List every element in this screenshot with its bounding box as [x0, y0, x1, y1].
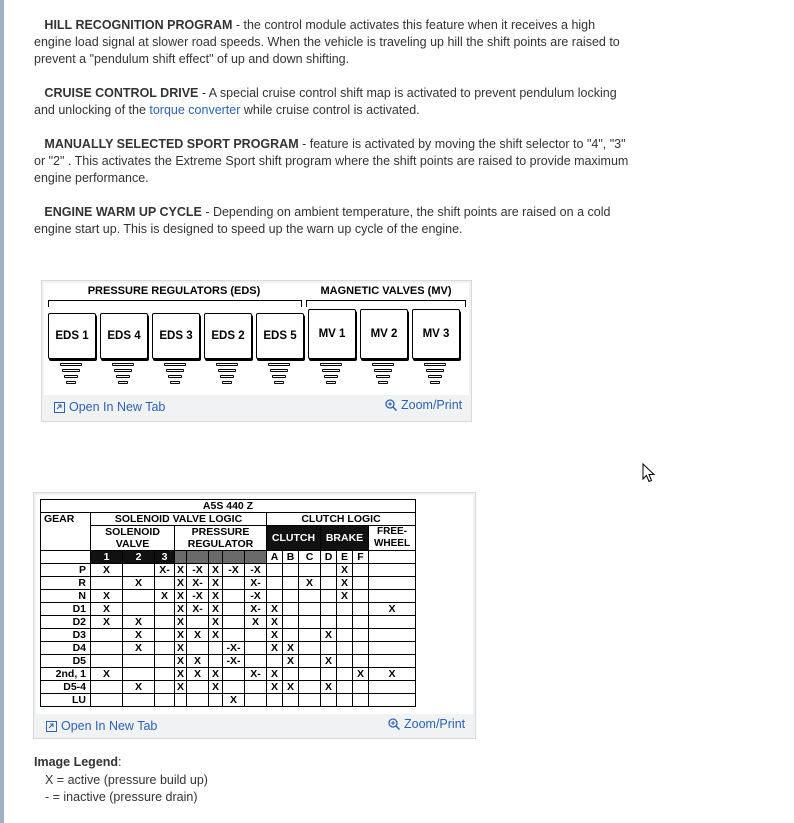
freewheel-col [369, 551, 416, 564]
legend-colon: : [118, 755, 122, 769]
logic-cell: X [209, 577, 223, 590]
logic-cell: X [267, 681, 283, 694]
logic-cell: X [175, 603, 187, 616]
logic-cell: X [223, 694, 245, 707]
logic-cell [123, 590, 155, 603]
logic-cell [155, 577, 175, 590]
zoom-icon [385, 399, 397, 411]
logic-cell [299, 564, 321, 577]
pressure-num-cell [175, 551, 187, 564]
logic-cell [283, 694, 299, 707]
zoom-print-label[interactable]: Zoom/Print [401, 398, 463, 412]
logic-cell [299, 603, 321, 616]
paragraph-hill-recognition [34, 17, 634, 68]
logic-cell: X [283, 655, 299, 668]
figure-card-table [33, 492, 476, 739]
logic-cell: -X [187, 564, 209, 577]
logic-cell: X [245, 616, 267, 629]
logic-cell: -X- [223, 642, 245, 655]
paragraph-text: - A special cruise control shift map is activated to prevent pendulum locking and unlocking of the [34, 86, 617, 117]
logic-cell [245, 694, 267, 707]
logic-cell: X [91, 564, 123, 577]
logic-cell [321, 590, 337, 603]
logic-cell: X [209, 629, 223, 642]
mv-group-label: MAGNETIC VALVES (MV) [320, 285, 452, 297]
open-in-new-tab-link[interactable] [54, 400, 165, 414]
logic-cell: X [209, 603, 223, 616]
logic-cell [123, 564, 155, 577]
logic-cell [155, 616, 175, 629]
logic-cell [337, 694, 353, 707]
logic-cell [187, 681, 209, 694]
logic-cell: X [175, 642, 187, 655]
logic-cell: X [283, 681, 299, 694]
logic-cell [209, 694, 223, 707]
logic-cell [187, 616, 209, 629]
logic-cell: X [283, 642, 299, 655]
table-row [41, 603, 416, 616]
logic-cell [267, 590, 283, 603]
gear-cell: D5-4 [41, 681, 91, 694]
logic-cell [123, 694, 155, 707]
logic-cell [299, 668, 321, 681]
logic-cell [283, 603, 299, 616]
logic-cell: X [321, 655, 337, 668]
valve-eds2: EDS 2 [204, 313, 252, 359]
header-gear-spacer [41, 526, 91, 551]
table-row [41, 616, 416, 629]
logic-cell [353, 655, 369, 668]
logic-cell: X [175, 655, 187, 668]
logic-cell [155, 694, 175, 707]
logic-cell: X [91, 616, 123, 629]
pressure-num-cell [223, 551, 245, 564]
logic-cell [187, 694, 209, 707]
torque-converter-link[interactable]: torque converter [149, 103, 241, 117]
logic-cell [321, 668, 337, 681]
freewheel-cell [369, 616, 416, 629]
logic-cell [283, 668, 299, 681]
valve-stem [112, 363, 134, 387]
header-clutch-logic: CLUTCH LOGIC [267, 513, 416, 526]
logic-cell [353, 642, 369, 655]
open-in-new-tab-label[interactable]: Open In New Tab [69, 400, 166, 414]
valve-stem [424, 363, 446, 387]
logic-cell [267, 655, 283, 668]
pressure-num-cell [209, 551, 223, 564]
logic-cell [155, 603, 175, 616]
header-pressure-regulator: PRESSURE REGULATOR [175, 526, 267, 551]
logic-cell: X [267, 616, 283, 629]
logic-cell: X [209, 590, 223, 603]
logic-cell [353, 564, 369, 577]
gear-cell: D3 [41, 629, 91, 642]
subheader-gear-cell [41, 551, 91, 564]
logic-table-body [41, 564, 416, 707]
logic-cell [155, 668, 175, 681]
logic-cell: X [267, 668, 283, 681]
logic-cell [91, 694, 123, 707]
logic-cell: X [337, 590, 353, 603]
freewheel-cell [369, 642, 416, 655]
mv-bracket [306, 300, 466, 307]
gear-cell: R [41, 577, 91, 590]
header-clutch: CLUTCH [267, 526, 321, 551]
logic-cell [223, 603, 245, 616]
table-row [41, 655, 416, 668]
gear-cell: D5 [41, 655, 91, 668]
logic-cell [321, 642, 337, 655]
logic-cell: X [187, 629, 209, 642]
logic-cell: X [175, 564, 187, 577]
gear-cell: D4 [41, 642, 91, 655]
logic-cell [123, 668, 155, 681]
table-row [41, 694, 416, 707]
logic-cell [353, 629, 369, 642]
logic-cell [245, 681, 267, 694]
logic-cell [91, 642, 123, 655]
pressure-num-cell [187, 551, 209, 564]
logic-cell: X [155, 590, 175, 603]
paragraph-sport-program [34, 136, 634, 187]
zoom-print-link[interactable] [388, 717, 465, 731]
legend-line-active: X = active (pressure build up) [45, 772, 208, 787]
valve-stem [268, 363, 290, 387]
logic-cell: X [337, 564, 353, 577]
image-legend [34, 754, 208, 807]
logic-cell [299, 655, 321, 668]
left-edge-bar [0, 0, 4, 823]
logic-cell [337, 616, 353, 629]
paragraph-title: HILL RECOGNITION PROGRAM [44, 18, 233, 32]
logic-cell [353, 603, 369, 616]
logic-cell [321, 694, 337, 707]
clutch-col: C [299, 551, 321, 564]
logic-cell: X [91, 590, 123, 603]
valve-stem [60, 363, 82, 387]
gear-cell: D2 [41, 616, 91, 629]
logic-cell [337, 668, 353, 681]
logic-cell: X [321, 629, 337, 642]
logic-cell [123, 603, 155, 616]
valve-eds4: EDS 4 [100, 313, 148, 359]
freewheel-cell [369, 681, 416, 694]
logic-cell: X [267, 603, 283, 616]
table-row [41, 590, 416, 603]
logic-cell [353, 694, 369, 707]
logic-cell [245, 629, 267, 642]
logic-cell [299, 681, 321, 694]
logic-cell: X [267, 642, 283, 655]
table-row [41, 577, 416, 590]
header-solenoid-valve: SOLENOID VALVE [91, 526, 175, 551]
logic-cell: X [175, 629, 187, 642]
logic-cell: X [321, 681, 337, 694]
logic-cell [175, 694, 187, 707]
logic-cell [155, 655, 175, 668]
logic-cell [337, 603, 353, 616]
logic-cell [91, 681, 123, 694]
logic-cell [283, 616, 299, 629]
logic-cell: X- [245, 603, 267, 616]
logic-cell [353, 590, 369, 603]
logic-cell [321, 616, 337, 629]
logic-cell [223, 681, 245, 694]
logic-cell: X [353, 668, 369, 681]
logic-cell [353, 616, 369, 629]
logic-table [40, 499, 416, 707]
clutch-col: F [353, 551, 369, 564]
freewheel-cell [369, 564, 416, 577]
logic-cell: X [175, 616, 187, 629]
logic-cell [209, 642, 223, 655]
freewheel-cell [369, 577, 416, 590]
paragraph-text: - Depending on ambient temperature, the shift points are raised on a cold engine start up. This is designed to speed up the warn up cycle of the engine. [34, 205, 611, 236]
logic-cell: X [123, 616, 155, 629]
valve-stem [216, 363, 238, 387]
eds-group-label: PRESSURE REGULATORS (EDS) [87, 285, 261, 297]
logic-cell [223, 629, 245, 642]
logic-cell [91, 577, 123, 590]
table-row [41, 564, 416, 577]
table-row [41, 668, 416, 681]
logic-cell: X [123, 577, 155, 590]
paragraph-text: - the control module activates this feature when it receives a high engine load signal at slower road speeds. When the vehicle is traveling up hill the shift points are raised to prevent a "pendulum shift effect" of up and down shifting. [34, 18, 620, 66]
gear-cell: D1 [41, 603, 91, 616]
logic-cell: X [187, 668, 209, 681]
logic-cell [155, 642, 175, 655]
logic-cell [283, 590, 299, 603]
valve-diagram [44, 283, 469, 395]
logic-cell [245, 642, 267, 655]
logic-cell [299, 629, 321, 642]
paragraph-text-after: while cruise control is activated. [240, 103, 420, 117]
logic-cell [245, 655, 267, 668]
table-row [41, 681, 416, 694]
logic-cell [123, 655, 155, 668]
logic-cell [223, 577, 245, 590]
logic-cell: -X [245, 590, 267, 603]
freewheel-cell: X [369, 603, 416, 616]
valve-eds5: EDS 5 [256, 313, 304, 359]
logic-cell [299, 616, 321, 629]
table-row [41, 629, 416, 642]
logic-cell: X [91, 668, 123, 681]
paragraph-title: ENGINE WARM UP CYCLE [44, 205, 202, 219]
logic-cell [299, 694, 321, 707]
header-solenoid-logic: SOLENOID VALVE LOGIC [91, 513, 267, 526]
logic-cell [321, 577, 337, 590]
legend-line-inactive: - = inactive (pressure drain) [45, 790, 198, 804]
logic-cell [267, 564, 283, 577]
logic-cell: -X- [223, 655, 245, 668]
logic-cell: -X [223, 564, 245, 577]
logic-cell [299, 642, 321, 655]
logic-cell [337, 642, 353, 655]
logic-cell [91, 629, 123, 642]
logic-cell: X [123, 629, 155, 642]
logic-cell: X- [187, 577, 209, 590]
logic-cell: X [187, 655, 209, 668]
valve-mv3: MV 3 [412, 309, 460, 359]
logic-cell [187, 642, 209, 655]
header-gear: GEAR [41, 513, 91, 526]
valve-mv2: MV 2 [360, 309, 408, 359]
logic-cell: X [123, 681, 155, 694]
logic-cell: -X [245, 564, 267, 577]
logic-cell [321, 603, 337, 616]
logic-cell: -X [187, 590, 209, 603]
table-row [41, 642, 416, 655]
logic-cell [337, 681, 353, 694]
logic-cell: X [175, 577, 187, 590]
clutch-col: E [337, 551, 353, 564]
subheader-row [41, 551, 416, 564]
valve-mv1: MV 1 [308, 309, 356, 359]
logic-cell: X- [155, 564, 175, 577]
logic-cell: X [267, 629, 283, 642]
logic-cell: X [175, 668, 187, 681]
valve-eds3: EDS 3 [152, 313, 200, 359]
logic-cell: X [209, 681, 223, 694]
logic-cell [337, 655, 353, 668]
clutch-col: B [283, 551, 299, 564]
paragraph-warm-up [34, 204, 634, 238]
gear-cell: P [41, 564, 91, 577]
legend-title: Image Legend [34, 755, 119, 769]
clutch-col: A [267, 551, 283, 564]
freewheel-cell [369, 590, 416, 603]
zoom-print-link[interactable] [385, 398, 462, 412]
pressure-num-cell [245, 551, 267, 564]
open-in-new-tab-label[interactable]: Open In New Tab [61, 719, 158, 733]
gear-cell: N [41, 590, 91, 603]
logic-cell: X [175, 681, 187, 694]
logic-cell: X [91, 603, 123, 616]
logic-cell [223, 590, 245, 603]
logic-cell [91, 655, 123, 668]
open-in-new-tab-link[interactable] [46, 719, 157, 733]
paragraph-text: - feature is activated by moving the shift selector to "4", "3" or "2" . This activates the Extreme Sport shift program where the shift points are raised to provide maximum engine performance. [34, 137, 629, 185]
clutch-col: D [321, 551, 337, 564]
valve-eds1: EDS 1 [48, 313, 96, 359]
freewheel-cell [369, 655, 416, 668]
eds-bracket [48, 300, 302, 307]
logic-cell: X- [245, 668, 267, 681]
logic-cell [283, 564, 299, 577]
logic-cell [353, 681, 369, 694]
gear-cell: 2nd, 1 [41, 668, 91, 681]
logic-cell [223, 616, 245, 629]
logic-cell [267, 694, 283, 707]
logic-cell: X [209, 564, 223, 577]
logic-cell [337, 629, 353, 642]
freewheel-cell [369, 694, 416, 707]
paragraph-title: CRUISE CONTROL DRIVE [44, 86, 199, 100]
logic-cell [209, 655, 223, 668]
logic-cell [321, 564, 337, 577]
logic-cell [283, 629, 299, 642]
open-new-tab-icon [54, 402, 65, 413]
logic-table-figure [36, 495, 473, 714]
logic-cell [223, 668, 245, 681]
zoom-print-label[interactable]: Zoom/Print [404, 717, 466, 731]
header-brake: BRAKE [321, 526, 369, 551]
paragraph-title: MANUALLY SELECTED SPORT PROGRAM [44, 137, 299, 151]
valve-num: 2 [123, 551, 155, 564]
logic-cell [353, 577, 369, 590]
zoom-icon [388, 718, 400, 730]
logic-cell: X- [245, 577, 267, 590]
logic-cell [299, 590, 321, 603]
mouse-cursor-icon [642, 463, 656, 483]
table-title: A5S 440 Z [41, 500, 416, 513]
valve-stem [164, 363, 186, 387]
open-new-tab-icon [46, 721, 57, 732]
logic-cell [155, 681, 175, 694]
logic-cell: X [209, 616, 223, 629]
valve-num: 1 [91, 551, 123, 564]
figure-card-valves [41, 280, 472, 422]
freewheel-cell: X [369, 668, 416, 681]
logic-cell [267, 577, 283, 590]
logic-cell: X [337, 577, 353, 590]
valve-stem [320, 363, 342, 387]
gear-cell: LU [41, 694, 91, 707]
logic-cell [155, 629, 175, 642]
valve-num: 3 [155, 551, 175, 564]
logic-cell: X [209, 668, 223, 681]
logic-cell [283, 577, 299, 590]
freewheel-cell [369, 629, 416, 642]
logic-cell: X- [187, 603, 209, 616]
paragraph-cruise-control [34, 85, 634, 119]
logic-cell: X [299, 577, 321, 590]
header-freewheel: FREE-WHEEL [369, 526, 416, 551]
logic-cell: X [123, 642, 155, 655]
valve-stem [372, 363, 394, 387]
logic-cell: X [175, 590, 187, 603]
